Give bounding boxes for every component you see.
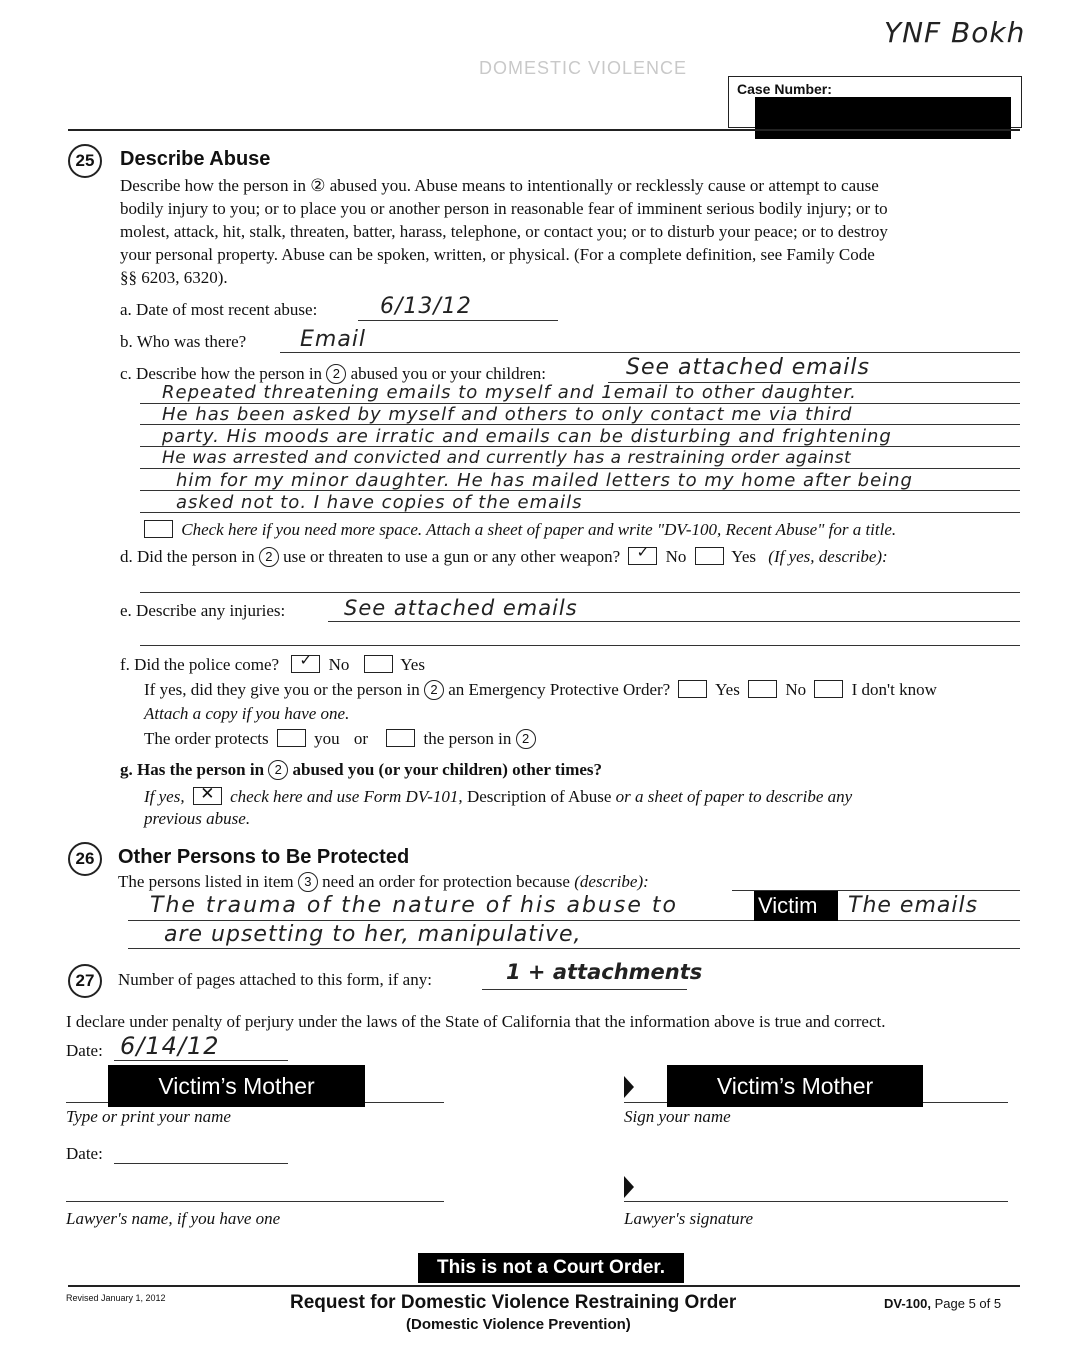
item-g-prev: previous abuse. [144,809,251,828]
footer-revised: Revised January 1, 2012 [66,1293,166,1303]
item-d-post: use or threaten to use a gun or any other weapon? [283,547,621,566]
item-g [120,760,602,780]
item-f-attach: Attach a copy if you have one. [144,704,350,723]
case-number-box [728,76,1022,128]
intro-line-1: Describe how the person in ② abused you. Abuse means to intentionally or recklessly cause or attempt to cause [120,176,879,195]
footer-page-number: Page 5 of 5 [934,1296,1002,1311]
g-check-text: check here and use Form DV-101, [230,787,463,806]
s27-value[interactable]: 1 + attachments [506,960,703,984]
protects-you-checkbox[interactable] [277,729,306,747]
weapon-no-label: No [665,547,687,566]
watermark-line1: DOMESTIC VIOLENCE [478,58,688,78]
sign-arrow-icon [624,1076,634,1098]
item-f-line2 [144,680,937,700]
section-26-number: 26 [68,842,102,876]
weapon-no-checkbox[interactable] [628,543,657,565]
police-no-checkbox[interactable] [291,651,320,673]
section-26-title: Other Persons to Be Protected [118,846,410,868]
item-e-line-2 [140,645,1020,646]
item-c-hand-2[interactable]: He has been asked by myself and others to only contact me via third [162,404,853,425]
item-g-ifyes [144,784,853,807]
police-no-label: No [328,655,350,674]
item-c-label-post: abused you or your children: [350,364,547,383]
weapon-yes-label: Yes [731,547,757,566]
intro-line-3: molest, attack, hit, stalk, threaten, batter, harass, telephone, or contact you; or to disturb your peace; or to destroy [120,222,888,241]
item-c-first-value[interactable]: See attached emails [626,355,870,380]
x-mark-icon: ✕ [200,784,215,804]
date-label: Date: [66,1041,103,1060]
section-25-number: 25 [68,144,102,178]
not-court-order-banner: This is not a Court Order. [418,1253,684,1283]
check-mark-icon: ✓ [299,651,313,669]
item-c-hand-6[interactable]: asked not to. I have copies of the emails [176,492,583,513]
item-c-hand-4[interactable]: He was arrested and convicted and currently has a restraining order against [162,448,852,468]
intro-line-4: your personal property. Abuse can be spoken, written, or physical. (For a complete definition, see Family Code [120,245,875,264]
s26-label-post: need an order for protection because [322,872,570,891]
lawyer-sig-label: Lawyer's signature [624,1209,754,1228]
epo-yes-checkbox[interactable] [678,680,707,698]
item-g-post: abused you (or your children) other times? [292,760,603,779]
item-c-hand-3[interactable]: party. His moods are irratic and emails can be disturbing and frightening [162,426,892,447]
section-25-title: Describe Abuse [120,148,271,170]
s26-hand-1-tail[interactable]: The emails [848,893,979,918]
item-e-label: e. Describe any injuries: [120,601,286,620]
item-b-line [280,352,1020,353]
intro-line-2: bodily injury to you; or to place you or another person in reasonable fear of imminent serious bodily injury; or to [120,199,888,218]
epo-dont-know-label: I don't know [851,680,937,699]
date2-line [114,1163,288,1164]
protects-you-label: you [314,729,340,748]
date-value[interactable]: 6/14/12 [120,1032,220,1060]
item-b-label: b. Who was there? [120,332,247,351]
police-yes-checkbox[interactable] [364,655,393,673]
case-number-label: Case Number: [737,81,832,97]
lawyer-sign-arrow-icon [624,1176,634,1198]
weapon-yes-checkbox[interactable] [695,547,724,565]
lawyer-name-label: Lawyer's name, if you have one [66,1209,281,1228]
section-27-number: 27 [68,964,102,998]
print-name-box: Victim’s Mother [108,1065,365,1107]
circle-3-icon: 3 [298,872,318,892]
check-mark-icon: ✓ [636,543,650,561]
item-d-pre: d. Did the person in [120,547,255,566]
circle-2-icon: 2 [326,364,346,384]
item-a-line [358,320,558,321]
footer-form: DV-100, [884,1296,931,1311]
item-g-pre: g. Has the person in [120,760,265,779]
item-e-line [328,621,1020,622]
protects-label: The order protects [144,729,269,748]
s26-hand-2[interactable]: are upsetting to her, manipulative, [164,922,582,947]
item-e-value[interactable]: See attached emails [344,596,578,620]
footer-subtitle: (Domestic Violence Prevention) [406,1316,631,1333]
case-number-redaction [755,97,1011,139]
item-a-label: a. Date of most recent abuse: [120,300,318,319]
more-space-checkbox[interactable] [144,520,173,538]
circle-2-icon: 2 [424,680,444,700]
epo-no-checkbox[interactable] [748,680,777,698]
declaration: I declare under penalty of perjury under the laws of the State of California that the information above is true and correct. [66,1012,886,1031]
sign-name-label: Sign your name [624,1107,731,1126]
victim-redaction-box: Victim [754,891,838,921]
item-f-line2-pre: If yes, did they give you or the person in [144,680,420,699]
item-b-value[interactable]: Email [300,327,367,352]
circle-2-icon: 2 [516,729,536,749]
item-d-line [140,592,1020,593]
item-f [120,651,425,675]
s26-label-pre: The persons listed in item [118,872,294,891]
print-name-label: Type or print your name [66,1107,231,1126]
protects-person-label: the person in [423,729,512,748]
epo-yes-label: Yes [715,680,740,699]
section-26-label [118,872,649,892]
section-25-intro [120,174,888,289]
item-d [120,543,888,567]
s27-label: Number of pages attached to this form, if any: [118,970,432,989]
item-c-label [120,364,546,384]
g-desc-text: Description of Abuse [466,787,612,806]
date-line [114,1060,288,1061]
item-c-hand-1[interactable]: Repeated threatening emails to myself and 1email to other daughter. [162,382,857,403]
footer-title: Request for Domestic Violence Restraining Order [290,1292,737,1313]
item-c-line-4 [140,468,1020,469]
weapon-describe: (If yes, describe): [768,547,888,566]
sign-name-box: Victim’s Mother [667,1065,923,1107]
footer-page [884,1296,1001,1311]
s26-describe: (describe): [574,872,649,891]
item-a-value[interactable]: 6/13/12 [380,294,472,319]
circle-2-icon: 2 [259,547,279,567]
g-ifyes-label: If yes, [144,787,185,806]
item-f-line2-post: an Emergency Protective Order? [448,680,671,699]
lawyer-name-line [66,1201,444,1202]
footer-rule [68,1285,1020,1287]
watermark [478,58,688,79]
circle-2-icon: 2 [268,760,288,780]
epo-dont-know-checkbox[interactable] [814,680,843,698]
item-c-more-space [144,520,896,540]
protects-or: or [353,729,369,748]
initials-scribble: YNF Bokh [884,16,1026,49]
item-f-label: f. Did the police come? [120,655,280,674]
epo-no-label: No [785,680,807,699]
s26-line-1 [128,920,1020,921]
header-rule [68,129,1020,131]
item-c-label-pre: c. Describe how the person in [120,364,323,383]
police-yes-label: Yes [400,655,425,674]
item-c-hand-5[interactable]: him for my minor daughter. He has mailed letters to my home after being [176,470,913,491]
item-f-protects [144,729,536,749]
date2-label: Date: [66,1144,103,1163]
more-space-text: Check here if you need more space. Attach a sheet of paper and write "DV-100, Recent Abuse" for a title. [181,520,897,539]
s26-hand-1[interactable]: The trauma of the nature of his abuse to [150,893,678,918]
lawyer-sig-line [624,1201,1008,1202]
g-tail-text: or a sheet of paper to describe any [615,787,853,806]
s27-line [482,989,687,990]
intro-line-5: §§ 6203, 6320). [120,268,228,287]
protects-person-checkbox[interactable] [386,729,415,747]
s26-line-2 [128,948,1020,949]
dv101-checkbox[interactable] [193,784,222,805]
